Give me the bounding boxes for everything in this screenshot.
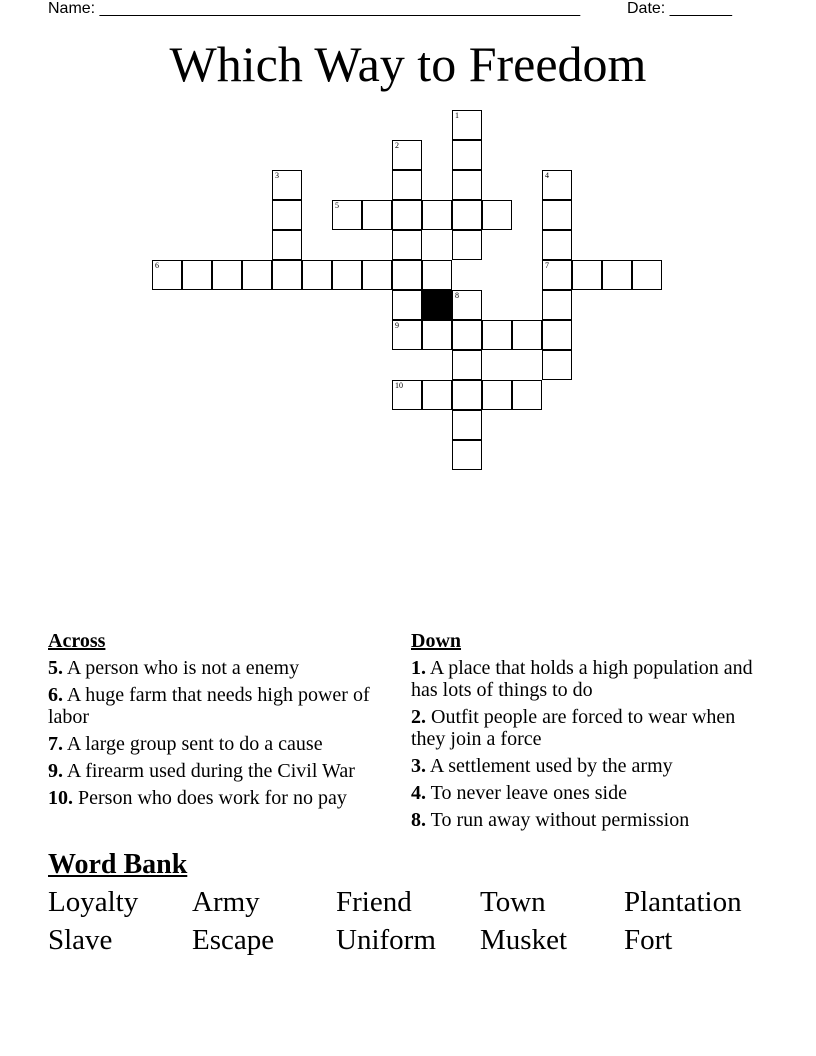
grid-cell[interactable] xyxy=(392,200,422,230)
grid-cell[interactable] xyxy=(362,260,392,290)
grid-cell[interactable] xyxy=(272,200,302,230)
word-bank-item: Musket xyxy=(480,924,567,956)
grid-cell[interactable] xyxy=(422,200,452,230)
clue-text: A huge farm that needs high power of labor xyxy=(48,684,370,728)
down-heading: Down xyxy=(411,630,462,652)
cell-number: 9 xyxy=(395,321,399,330)
word-bank-item: Uniform xyxy=(336,924,436,956)
name-field: Name: ______________________________________________________ xyxy=(48,0,581,17)
clue-down-2 xyxy=(411,706,771,750)
grid-cell[interactable] xyxy=(452,440,482,470)
grid-cell[interactable] xyxy=(392,320,422,350)
grid-cell[interactable] xyxy=(392,260,422,290)
grid-cell[interactable] xyxy=(452,110,482,140)
cell-number: 6 xyxy=(155,261,159,270)
grid-cell[interactable] xyxy=(452,380,482,410)
grid-cell[interactable] xyxy=(542,170,572,200)
grid-cell[interactable] xyxy=(542,350,572,380)
clue-across-7 xyxy=(48,733,393,755)
word-bank-item: Army xyxy=(192,886,260,918)
page-title: Which Way to Freedom xyxy=(169,36,647,92)
clue-text: Person who does work for no pay xyxy=(78,787,347,809)
clue-number: 2. xyxy=(411,706,426,728)
grid-cell[interactable] xyxy=(452,290,482,320)
clue-text: A large group sent to do a cause xyxy=(66,733,323,755)
grid-cell[interactable] xyxy=(452,170,482,200)
grid-cell[interactable] xyxy=(512,380,542,410)
grid-cell[interactable] xyxy=(542,290,572,320)
grid-cell[interactable] xyxy=(542,230,572,260)
grid-cell[interactable] xyxy=(452,410,482,440)
clue-down-8 xyxy=(411,809,771,831)
across-heading: Across xyxy=(48,630,106,652)
grid-cell[interactable] xyxy=(272,260,302,290)
clue-down-4 xyxy=(411,782,771,804)
word-bank-item: Town xyxy=(480,886,546,918)
clue-number: 5. xyxy=(48,657,63,679)
word-bank-item: Plantation xyxy=(624,886,742,918)
grid-cell[interactable] xyxy=(482,380,512,410)
clue-text: To run away without permission xyxy=(430,809,690,831)
clue-number: 7. xyxy=(48,733,63,755)
grid-cell[interactable] xyxy=(452,230,482,260)
cell-number: 2 xyxy=(395,141,399,150)
clue-number: 9. xyxy=(48,760,63,782)
word-bank-title: Word Bank xyxy=(48,849,188,880)
black-cell xyxy=(422,290,452,320)
grid-cell[interactable] xyxy=(152,260,182,290)
grid-cell[interactable] xyxy=(362,200,392,230)
word-bank-item: Loyalty xyxy=(48,886,139,918)
grid-cell[interactable] xyxy=(572,260,602,290)
grid-cell[interactable] xyxy=(452,320,482,350)
clue-number: 6. xyxy=(48,684,63,706)
clue-number: 8. xyxy=(411,809,426,831)
word-bank-item: Escape xyxy=(192,924,275,956)
grid-cell[interactable] xyxy=(212,260,242,290)
across-clues xyxy=(48,630,393,814)
clue-across-10 xyxy=(48,787,393,809)
clue-text: Outfit people are forced to wear when they join a force xyxy=(411,706,736,750)
cell-number: 4 xyxy=(545,171,549,180)
cell-number: 7 xyxy=(545,261,549,270)
clue-number: 4. xyxy=(411,782,426,804)
grid-cell[interactable] xyxy=(482,200,512,230)
word-bank-item: Fort xyxy=(624,924,673,956)
grid-cell[interactable] xyxy=(332,200,362,230)
grid-cell[interactable] xyxy=(392,170,422,200)
grid-cell[interactable] xyxy=(272,230,302,260)
clue-across-6 xyxy=(48,684,393,728)
grid-cell[interactable] xyxy=(422,260,452,290)
clue-text: A settlement used by the army xyxy=(429,755,673,777)
grid-cell[interactable] xyxy=(602,260,632,290)
grid-cell[interactable] xyxy=(302,260,332,290)
clue-text: A firearm used during the Civil War xyxy=(66,760,355,782)
grid-cell[interactable] xyxy=(392,140,422,170)
clue-number: 1. xyxy=(411,657,426,679)
clue-text: A person who is not a enemy xyxy=(66,657,300,679)
grid-cell[interactable] xyxy=(542,200,572,230)
cell-number: 5 xyxy=(335,201,339,210)
word-bank-item: Slave xyxy=(48,924,113,956)
grid-cell[interactable] xyxy=(452,200,482,230)
grid-cell[interactable] xyxy=(332,260,362,290)
cell-number: 1 xyxy=(455,111,459,120)
cell-number: 10 xyxy=(395,381,403,390)
grid-cell[interactable] xyxy=(272,170,302,200)
cell-number: 8 xyxy=(455,291,459,300)
clue-number: 3. xyxy=(411,755,426,777)
clue-text: To never leave ones side xyxy=(430,782,627,804)
grid-cell[interactable] xyxy=(422,320,452,350)
word-bank-item: Friend xyxy=(336,886,412,918)
clue-down-1 xyxy=(411,657,771,701)
grid-cell[interactable] xyxy=(542,260,572,290)
clue-text: A place that holds a high population and has lots of things to do xyxy=(411,657,753,701)
grid-cell[interactable] xyxy=(542,320,572,350)
grid-cell[interactable] xyxy=(422,380,452,410)
grid-cell[interactable] xyxy=(242,260,272,290)
grid-cell[interactable] xyxy=(452,140,482,170)
clue-down-3 xyxy=(411,755,771,777)
grid-cell[interactable] xyxy=(482,320,512,350)
grid-cell[interactable] xyxy=(452,350,482,380)
grid-cell[interactable] xyxy=(632,260,662,290)
grid-cell[interactable] xyxy=(182,260,212,290)
cell-number: 3 xyxy=(275,171,279,180)
clue-number: 10. xyxy=(48,787,73,809)
grid-cell[interactable] xyxy=(512,320,542,350)
grid-cell[interactable] xyxy=(392,380,422,410)
clue-across-9 xyxy=(48,760,393,782)
grid-cell[interactable] xyxy=(392,230,422,260)
down-clues xyxy=(411,630,771,836)
grid-cell[interactable] xyxy=(392,290,422,320)
clue-across-5 xyxy=(48,657,393,679)
date-field: Date: _______ xyxy=(627,0,732,17)
